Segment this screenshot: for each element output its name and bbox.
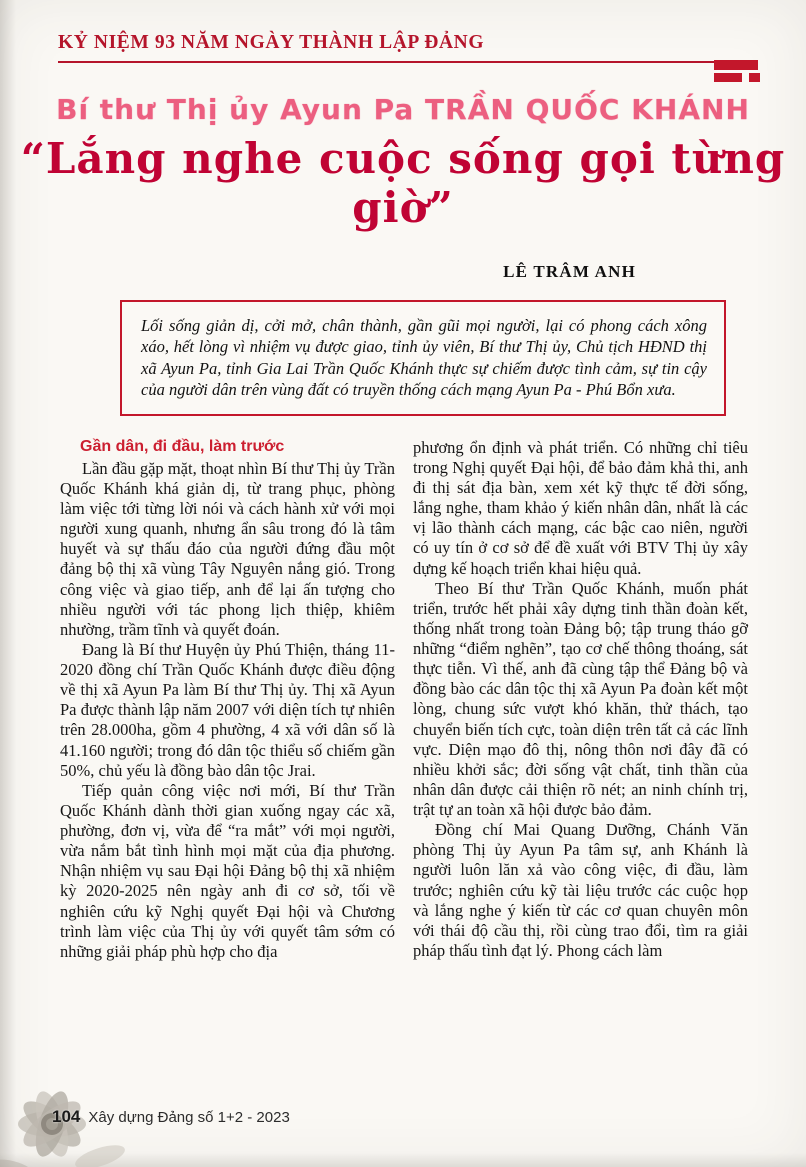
journal-title: Xây dựng Đảng số 1+2 - 2023 xyxy=(88,1109,290,1126)
page-footer xyxy=(52,1107,290,1127)
headline-title: “Lắng nghe cuộc sống gọi từng giờ” xyxy=(20,134,786,232)
lede-text: Lối sống giản dị, cởi mở, chân thành, gần gũi mọi người, lại có phong cách xông xáo, hết lòng vì nhiệm vụ được giao, tỉnh ủy viên, Bí thư Thị ủy, Chủ tịch HĐND thị xã Ayun Pa, tỉnh Gia Lai Trần Quốc Khánh thực sự chiếm được tình cảm, sự tin cậy của người dân trên vùng đất có truyền thống cách mạng Ayun Pa - Phú Bổn xưa. xyxy=(141,316,707,400)
paragraph: Tiếp quản công việc nơi mới, Bí thư Trần Quốc Khánh dành thời gian xuống ngay các xã, phường, đơn vị, vừa để “ra mắt” với mọi người, vừa nắm bắt tình hình mọi mặt của địa phương. Nhận nhiệm vụ sau Đại hội Đảng bộ thị xã nhiệm kỳ 2020-2025 nên ngày anh đi cơ sở, tối về nghiên cứu kỹ Nghị quyết Đại hội và Chương trình làm việc của Thị ủy với quyết tâm sớm có những giải pháp phù hợp cho địa xyxy=(60,780,395,961)
flower-decoration xyxy=(0,1029,142,1167)
page-header xyxy=(0,0,806,54)
right-column xyxy=(413,438,748,962)
stamp-bar xyxy=(714,73,742,82)
paragraph: Đồng chí Mai Quang Dưỡng, Chánh Văn phòng Thị ủy Ayun Pa tâm sự, anh Khánh là người luôn lăn xả vào công việc, đi đầu, làm trước; nghiên cứu kỹ tài liệu trước các cuộc họp và lắng nghe ý kiến từ các cơ quan chuyên môn với thái độ cầu thị, rồi cùng trao đổi, tìm ra giải pháp thấu tình đạt lý. Phong cách làm xyxy=(413,820,748,960)
paragraph: Lần đầu gặp mặt, thoạt nhìn Bí thư Thị ủy Trần Quốc Khánh khá giản dị, từ trang phục, phòng làm việc tới từng lời nói và cách hành xử với mọi người xung quanh, nhưng ẩn sâu trong đó là tâm huyết và sự thấu đáo của người đứng đầu một đảng bộ thị xã vùng Tây Nguyên nắng gió. Trong công việc và giao tiếp, anh để lại ấn tượng cho nhiều người với tác phong lịch thiệp, khiêm nhường, trầm tĩnh và quyết đoán. xyxy=(60,458,395,639)
header-banner-title: KỶ NIỆM 93 NĂM NGÀY THÀNH LẬP ĐẢNG xyxy=(58,32,485,53)
section-heading: Gần dân, đi đầu, làm trước xyxy=(80,437,285,455)
headline-kicker: Bí thư Thị ủy Ayun Pa TRẦN QUỐC KHÁNH xyxy=(56,93,750,126)
lede-box xyxy=(120,300,726,416)
stamp-bar xyxy=(714,60,758,70)
left-column xyxy=(60,438,395,962)
article-headline xyxy=(0,93,806,232)
author-byline: LÊ TRÂM ANH xyxy=(503,262,636,281)
article-body xyxy=(60,438,748,962)
paragraph: Theo Bí thư Trần Quốc Khánh, muốn phát triển, trước hết phải xây dựng tinh thần đoàn kết, thống nhất trong toàn Đảng bộ; tập trung tháo gỡ những “điểm nghẽn”, tạo cơ chế thông thoáng, sát thực tiễn. Vì thế, anh đã cùng tập thể Đảng bộ và đồng bào các dân tộc thị xã Ayun Pa đoàn kết một lòng, chung sức vượt khó khăn, thử thách, tạo chuyển biến tích cực, toàn diện trên tất cả các lĩnh vực. Diện mạo đô thị, nông thôn nơi đây đã có nhiều khởi sắc; đời sống vật chất, tinh thần của nhân dân được cải thiện rõ nét; an ninh chính trị, trật tự an toàn xã hội được bảo đảm. xyxy=(413,578,748,819)
header-rule xyxy=(58,61,746,63)
page-number: 104 xyxy=(52,1107,81,1126)
stamp-bar xyxy=(749,73,760,82)
paragraph: phương ổn định và phát triển. Có những chỉ tiêu trong Nghị quyết Đại hội, để bảo đảm khả thi, anh đi thị sát địa bàn, xem xét kỹ thực tế đời sống, lắng nghe, tham khảo ý kiến nhân dân, nhất là các vị lão thành cách mạng, các bậc cao niên, người có uy tín ở cơ sở để đề xuất với BTV Thị ủy xây dựng kế hoạch triển khai hiệu quả. xyxy=(413,437,748,578)
red-stamp-icon xyxy=(714,60,760,85)
paragraph: Đang là Bí thư Huyện ủy Phú Thiện, tháng 11-2020 đồng chí Trần Quốc Khánh được điều động về thị xã Ayun Pa làm Bí thư Thị ủy. Thị xã Ayun Pa được thành lập năm 2007 với diện tích tự nhiên trên 28.000ha, gồm 4 phường, 4 xã với dân số là 41.160 người; trong đó dân tộc thiểu số chiếm gần 50%, chủ yếu là đồng bào dân tộc Jrai. xyxy=(60,639,395,780)
